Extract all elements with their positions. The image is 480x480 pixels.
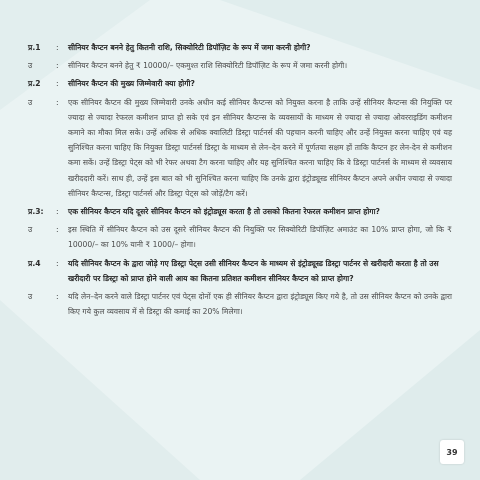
question-label: प्र.4 — [28, 258, 41, 268]
answer-label: उ — [28, 225, 33, 235]
answer-label: उ — [28, 97, 33, 107]
question-text: सीनियर कैप्टन बनने हेतु कितनी राशि, सिक्योरिटी डिपॉज़िट के रूप में जमा करनी होगी? — [68, 43, 311, 52]
question-text: एक सीनियर कैप्टन यदि दूसरे सीनियर कैप्टन को इंट्रोड्यूस करता है तो उसको कितना रेफरल कमीशन प्राप्त होगा? — [68, 207, 380, 217]
answer-1: उ : सीनियर कैप्टन बनने हेतु ₹ 10000/– एकमुश्त राशि सिक्योरिटी डिपॉज़िट के रूप में जमा करनी होगी। — [28, 58, 452, 73]
page-number: 39 — [440, 440, 464, 464]
answer-label: उ — [28, 61, 33, 71]
answer-4: उ : यदि लेन–देन करने वाले डिस्ट्रा पार्टनर एवं पेट्स दोनों एक ही सीनियर कैप्टन द्वारा इंट्रोड्यूस किए गये है, तो उस सीनियर कैप्टन को उनके द्वारा किए गये कुल व्यवसाय में से डिस्ट्रा की कमाई का 20% मिलेगा। — [28, 289, 452, 319]
question-1: प्र.1 : सीनियर कैप्टन बनने हेतु कितनी राशि, सिक्योरिटी डिपॉज़िट के रूप में जमा करनी होगी? — [28, 40, 452, 55]
faq-content — [28, 40, 452, 322]
question-text: सीनियर कैप्टन की मुख्य जिम्मेवारी क्या होगी? — [68, 79, 195, 89]
answer-3: उ : इस स्थिति में सीनियर कैप्टन को उस दूसरे सीनियर कैप्टन की नियुक्ति पर सिक्योरिटी डिपॉज़िट अमाउंट का 10% प्राप्त होगा, जो कि ₹ 10000/– का 10% यानी ₹ 1000/– होगा। — [28, 222, 452, 252]
question-label: प्र.1 — [28, 43, 41, 52]
answer-label: उ — [28, 292, 33, 302]
answer-text: इस स्थिति में सीनियर कैप्टन को उस दूसरे सीनियर कैप्टन की नियुक्ति पर सिक्योरिटी डिपॉज़िट अमाउंट का 10% प्राप्त होगा, जो कि ₹ 10000/– का 10% यानी ₹ 1000/– होगा। — [68, 225, 452, 250]
answer-2: उ : एक सीनियर कैप्टन की मुख्य जिम्मेवारी उनके अधीन कई सीनियर कैप्टन्स को नियुक्त करना है ताकि उन्हें सीनियर कैप्टन्स की नियुक्ति पर ज्यादा से ज्यादा रेफरल कमीशन प्राप्त हो सके एवं इन सीनियर कैप्टन्स के व्यवसायों के माध्यम से ज्यादा से ज्यादा ओवरराइडिंग कमीशन कमाने का मौका मिल सके। उन्हें अधिक से अधिक क्वालिटी डिस्ट्रा पार्टनर्स की पहचान करनी चाहिए और उन्हें नियुक्त करना चाहिए एवं यह सुनिश्चित करना चाहिए कि नियुक्त डिस्ट्रा पार्टनर्स डिस्ट्रा के माध्यम से लेन–देन करने में पूर्णतया सक्षम हों ताकि कैप्टन हर लेन-देन से कमीशन कमा सकें। उन्हें डिस्ट्रा पेट्स को भी रेफर अथवा टैग करना चाहिए और यह सुनिश्चित करना चाहिए कि वे डिस्ट्रा पार्टनर्स के माध्यम से व्यवसाय खरीददारी करें। साथ ही, उन्हें इस बात को भी सुनिश्चित करना चाहिए कि उनके द्वारा इंट्रोड्यूस्ड सीनियर कैप्टन अपने अधीन ज्यादा से ज्यादा सीनियर कैप्टन्स, डिस्ट्रा पार्टनर्स और डिस्ट्रा पेट्स को जोड़ें/टैग करें। — [28, 95, 452, 201]
question-4: प्र.4 : यदि सीनियर कैप्टन के द्वारा जोड़े गए डिस्ट्रा पेट्स उसी सीनियर कैप्टन के माध्यम से इंट्रोड्यूस्ड डिस्ट्रा पार्टनर से खरीदारी करता है तो उस खरीदारी पर डिस्ट्रा को प्राप्त होने वाली आय का कितना प्रतिशत कमीशन सीनियर कैप्टन को प्राप्त होगा? — [28, 256, 452, 286]
question-3: प्र.3: : एक सीनियर कैप्टन यदि दूसरे सीनियर कैप्टन को इंट्रोड्यूस करता है तो उसको कितना रेफरल कमीशन प्राप्त होगा? — [28, 204, 452, 219]
question-2: प्र.2 : सीनियर कैप्टन की मुख्य जिम्मेवारी क्या होगी? — [28, 76, 452, 91]
question-text: यदि सीनियर कैप्टन के द्वारा जोड़े गए डिस्ट्रा पेट्स उसी सीनियर कैप्टन के माध्यम से इंट्रोड्यूस्ड डिस्ट्रा पार्टनर से खरीदारी करता है तो उस खरीदारी पर डिस्ट्रा को प्राप्त होने वाली आय का कितना प्रतिशत कमीशन सीनियर कैप्टन को प्राप्त होगा? — [68, 258, 439, 283]
answer-text: यदि लेन–देन करने वाले डिस्ट्रा पार्टनर एवं पेट्स दोनों एक ही सीनियर कैप्टन द्वारा इंट्रोड्यूस किए गये है, तो उस सीनियर कैप्टन को उनके द्वारा किए गये कुल व्यवसाय में से डिस्ट्रा की कमाई का 20% मिलेगा। — [68, 292, 452, 317]
answer-text: एक सीनियर कैप्टन की मुख्य जिम्मेवारी उनके अधीन कई सीनियर कैप्टन्स को नियुक्त करना है ताकि उन्हें सीनियर कैप्टन्स की नियुक्ति पर ज्यादा से ज्यादा रेफरल कमीशन प्राप्त हो सके एवं इन सीनियर कैप्टन्स के व्यवसायों के माध्यम से ज्यादा से ज्यादा ओवरराइडिंग कमीशन कमाने का मौका मिल सके। उन्हें अधिक से अधिक क्वालिटी डिस्ट्रा पार्टनर्स की पहचान करनी चाहिए और उन्हें नियुक्त करना चाहिए एवं यह सुनिश्चित करना चाहिए कि नियुक्त डिस्ट्रा पार्टनर्स डिस्ट्रा के माध्यम से लेन–देन करने में पूर्णतया सक्षम हों ताकि कैप्टन हर लेन-देन से कमीशन कमा सकें। उन्हें डिस्ट्रा पेट्स को भी रेफर अथवा टैग करना चाहिए और यह सुनिश्चित करना चाहिए कि वे डिस्ट्रा पार्टनर्स के माध्यम से व्यवसाय खरीददारी करें। साथ ही, उन्हें इस बात को भी सुनिश्चित करना चाहिए कि उनके द्वारा इंट्रोड्यूस्ड सीनियर कैप्टन अपने अधीन ज्यादा से ज्यादा सीनियर कैप्टन्स, डिस्ट्रा पार्टनर्स और डिस्ट्रा पेट्स को जोड़ें/टैग करें। — [68, 97, 452, 198]
question-label: प्र.3: — [28, 207, 44, 217]
answer-text: सीनियर कैप्टन बनने हेतु ₹ 10000/– एकमुश्त राशि सिक्योरिटी डिपॉज़िट के रूप में जमा करनी होगी। — [68, 61, 348, 71]
question-label: प्र.2 — [28, 79, 41, 89]
